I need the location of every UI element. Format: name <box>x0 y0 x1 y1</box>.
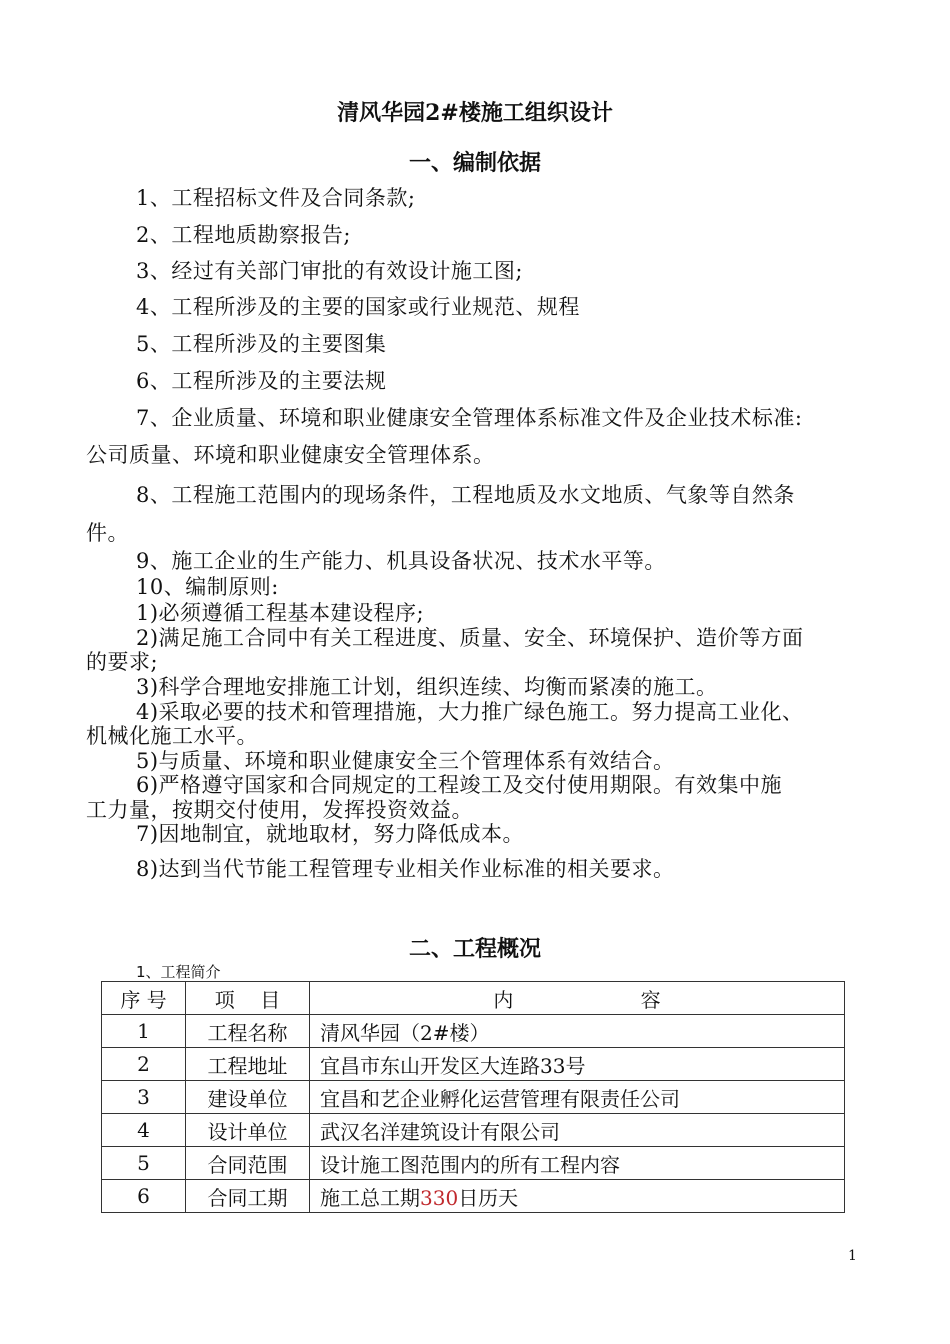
cell-no: 5 <box>102 1147 186 1180</box>
header-no: 序 号 <box>102 982 186 1015</box>
principle-item-continued: 机械化施工水平。 <box>86 724 258 748</box>
subsection-heading: 1、工程简介 <box>136 963 221 981</box>
principle-item: 2)满足施工合同中有关工程进度、质量、安全、环境保护、造价等方面 <box>136 626 804 650</box>
cell-item: 设计单位 <box>186 1114 310 1147</box>
principle-item: 5)与质量、环境和职业健康安全三个管理体系有效结合。 <box>136 749 675 773</box>
duration-label: 施工总工期 <box>320 1185 420 1210</box>
basis-item: 8、工程施工范围内的现场条件，工程地质及水文地质、气象等自然条 <box>136 483 795 507</box>
cell-content: 清风华园（2#楼） <box>310 1015 845 1048</box>
basis-item: 6、工程所涉及的主要法规 <box>136 369 387 393</box>
table-row <box>102 1015 845 1048</box>
principle-item: 7)因地制宜，就地取材，努力降低成本。 <box>136 822 525 846</box>
basis-item: 5、工程所涉及的主要图集 <box>136 332 387 356</box>
principle-item: 4)采取必要的技术和管理措施，大力推广绿色施工。努力提高工业化、 <box>136 700 804 724</box>
table-row <box>102 1048 845 1081</box>
cell-item: 合同工期 <box>186 1180 310 1213</box>
principle-item-continued: 的要求; <box>86 650 159 674</box>
table-row <box>102 1147 845 1180</box>
cell-no: 2 <box>102 1048 186 1081</box>
cell-no: 3 <box>102 1081 186 1114</box>
principle-item: 6)严格遵守国家和合同规定的工程竣工及交付使用期限。有效集中施 <box>136 773 783 797</box>
basis-item: 1、工程招标文件及合同条款; <box>136 186 416 210</box>
project-info-table <box>101 981 845 1213</box>
page-number: 1 <box>848 1248 857 1264</box>
table-row <box>102 1180 845 1213</box>
principle-item: 8)达到当代节能工程管理专业相关作业标准的相关要求。 <box>136 857 675 881</box>
table-header-row <box>102 982 845 1015</box>
table-row <box>102 1081 845 1114</box>
basis-item: 4、工程所涉及的主要的国家或行业规范、规程 <box>136 295 580 319</box>
cell-content: 宜昌市东山开发区大连路33号 <box>310 1048 845 1081</box>
duration-unit: 日历天 <box>458 1185 519 1210</box>
header-content: 内 容 <box>310 982 845 1015</box>
cell-content <box>310 1180 845 1213</box>
principle-item: 3)科学合理地安排施工计划，组织连续、均衡而紧凑的施工。 <box>136 675 718 699</box>
cell-item: 工程地址 <box>186 1048 310 1081</box>
cell-content: 设计施工图范围内的所有工程内容 <box>310 1147 845 1180</box>
cell-content: 武汉名洋建筑设计有限公司 <box>310 1114 845 1147</box>
principle-item-continued: 工力量，按期交付使用，发挥投资效益。 <box>86 798 473 822</box>
cell-no: 1 <box>102 1015 186 1048</box>
cell-item: 建设单位 <box>186 1081 310 1114</box>
principle-item: 1)必须遵循工程基本建设程序; <box>136 601 425 625</box>
cell-item: 合同范围 <box>186 1147 310 1180</box>
duration-days-highlight: 330 <box>420 1185 459 1210</box>
basis-item-continued: 公司质量、环境和职业健康安全管理体系。 <box>86 443 495 467</box>
basis-item: 10、编制原则: <box>136 575 279 599</box>
cell-no: 4 <box>102 1114 186 1147</box>
cell-item: 工程名称 <box>186 1015 310 1048</box>
table-row <box>102 1114 845 1147</box>
cell-no: 6 <box>102 1180 186 1213</box>
section-heading-basis: 一、编制依据 <box>408 150 541 176</box>
section-heading-overview: 二、工程概况 <box>408 936 541 962</box>
basis-item: 2、工程地质勘察报告; <box>136 223 351 247</box>
basis-item: 3、经过有关部门审批的有效设计施工图; <box>136 259 523 283</box>
document-title: 清风华园2#楼施工组织设计 <box>337 100 613 126</box>
basis-item: 7、企业质量、环境和职业健康安全管理体系标准文件及企业技术标准: <box>136 406 803 430</box>
cell-content: 宜昌和艺企业孵化运营管理有限责任公司 <box>310 1081 845 1114</box>
basis-item-continued: 件。 <box>86 521 129 545</box>
header-item: 项 目 <box>186 982 310 1015</box>
basis-item: 9、施工企业的生产能力、机具设备状况、技术水平等。 <box>136 549 666 573</box>
